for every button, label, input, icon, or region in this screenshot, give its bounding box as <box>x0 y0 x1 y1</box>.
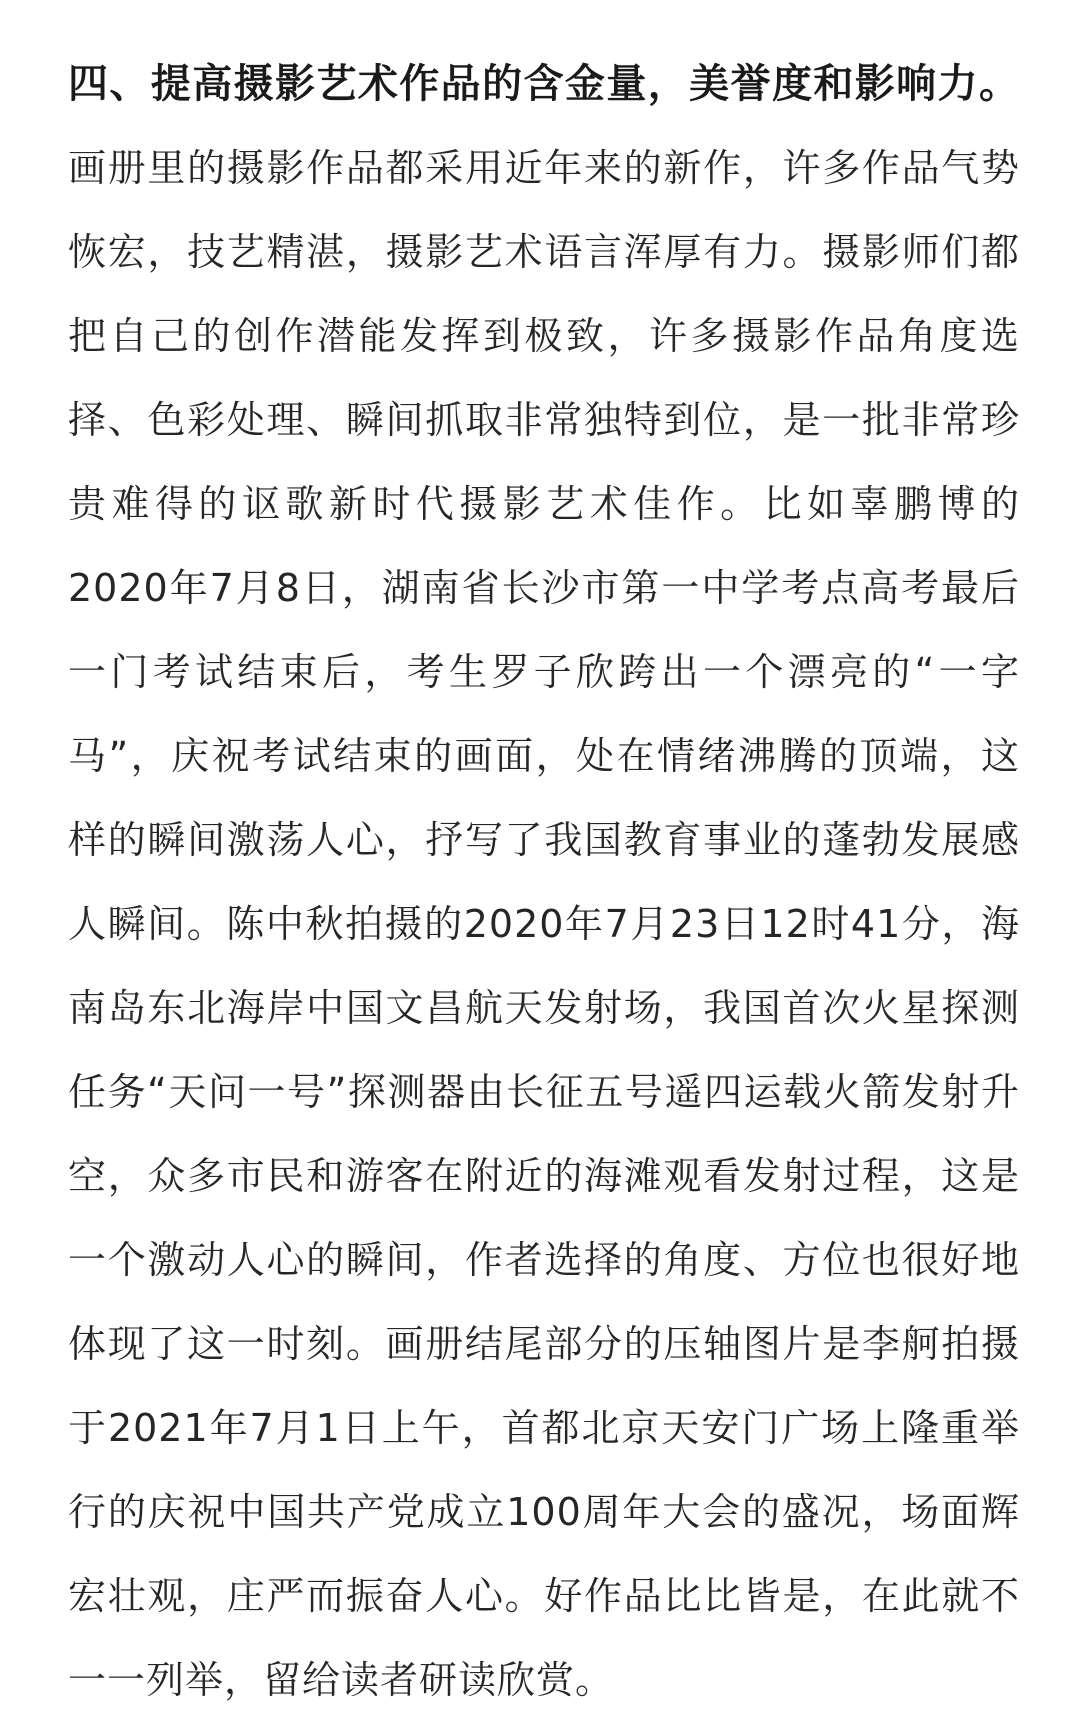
article-body: 画册里的摄影作品都采用近年来的新作，许多作品气势恢宏，技艺精湛，摄影艺术语言浑厚有力。摄影师们都把自己的创作潜能发挥到极致，许多摄影作品角度选择、色彩处理、瞬间抓取非常独特到位，是一批非常珍贵难得的讴歌新时代摄影艺术佳作。比如辜鹏博的2020年7月8日，湖南省长沙市第一中学考点高考最后一门考试结束后，考生罗子欣跨出一个漂亮的“一字马”，庆祝考试结束的画面，处在情绪沸腾的顶端，这样的瞬间激荡人心，抒写了我国教育事业的蓬勃发展感人瞬间。陈中秋拍摄的2020年7月23日12时41分，海南岛东北海岸中国文昌航天发射场，我国首次火星探测任务“天问一号”探测器由长征五号遥四运载火箭发射升空，众多市民和游客在附近的海滩观看发射过程，这是一个激动人心的瞬间，作者选择的角度、方位也很好地体现了这一时刻。画册结尾部分的压轴图片是李舸拍摄于2021年7月1日上午，首都北京天安门广场上隆重举行的庆祝中国共产党成立100周年大会的盛况，场面辉宏壮观，庄严而振奋人心。好作品比比皆是，在此就不一一列举，留给读者研读欣赏。 <box>68 146 1020 1702</box>
section-heading: 四、提高摄影艺术作品的含金量，美誉度和影响力。 <box>68 61 1020 107</box>
article-paragraph <box>68 42 1020 1722</box>
